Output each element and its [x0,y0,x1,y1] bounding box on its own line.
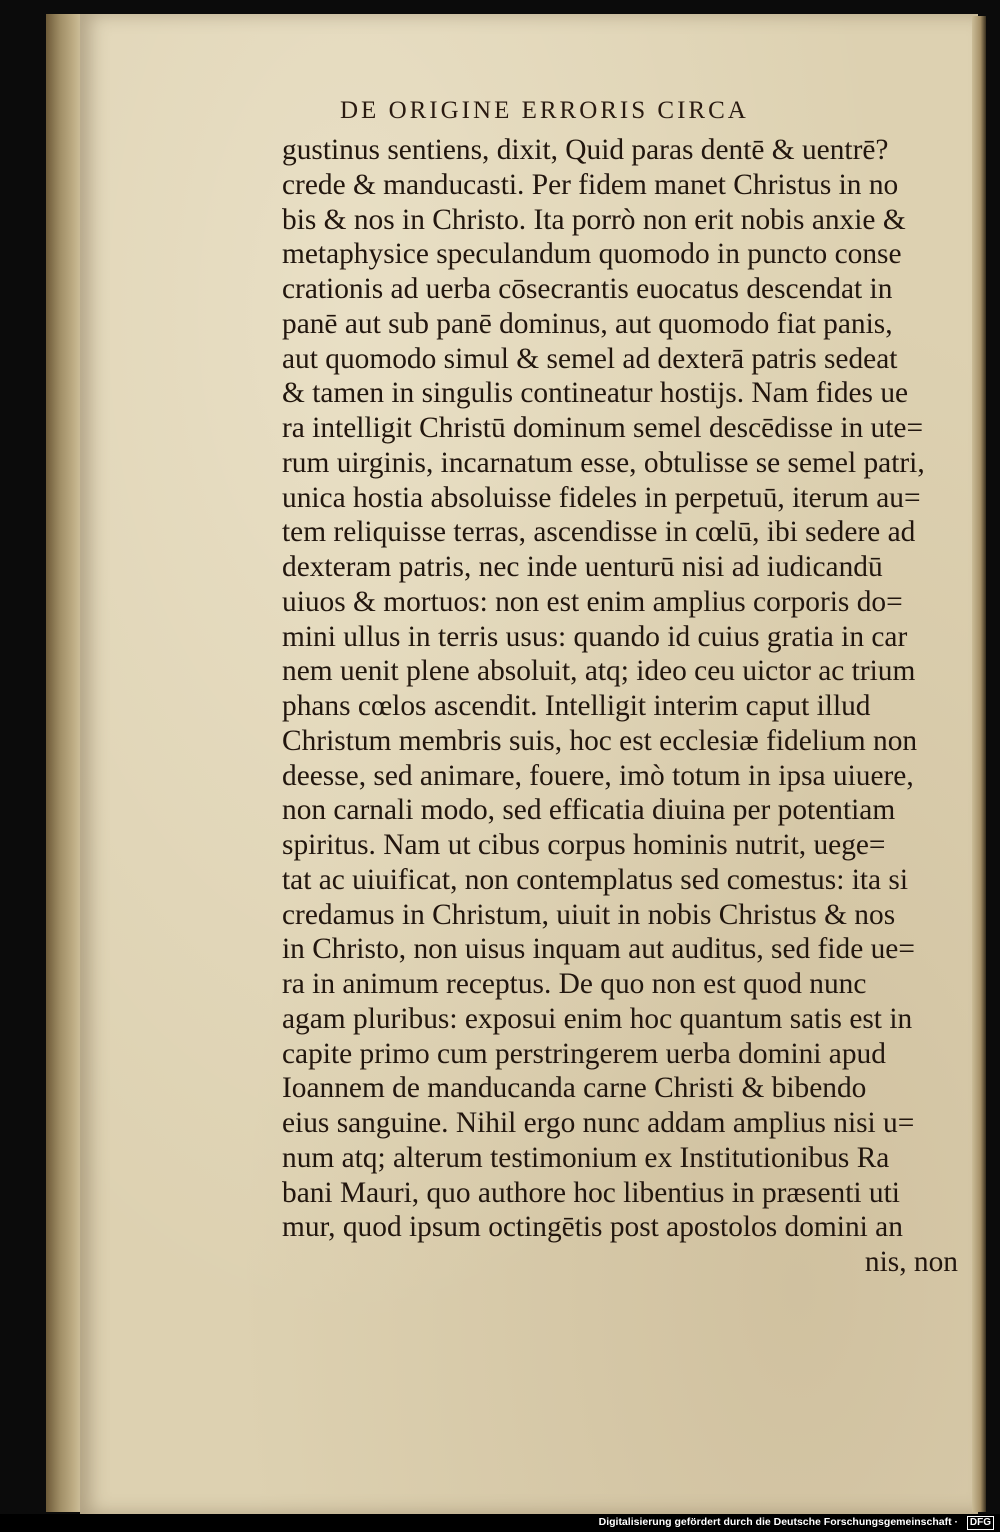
text-line: nem uenit plene absoluit, atq; ideo ceu uictor ac trium [282,655,916,688]
text-line: in Christo, non uisus inquam aut auditus, sed fide ue= [282,933,915,966]
text-line: Ioannem de manducanda carne Christi & bibendo [282,1072,867,1105]
text-line: dexteram patris, nec inde uenturū nisi ad iudicandū [282,551,883,583]
text-line: bani Mauri, quo authore hoc libentius in præsenti uti [282,1176,900,1209]
text-line: metaphysice speculandum quomodo in puncto conse [282,238,902,271]
text-line: gustinus sentiens, dixit, Quid paras dentē & uentrē? [282,134,889,166]
text-line: non carnali modo, sed efficatia diuina per potentiam [282,794,896,827]
text-line: panē aut sub panē dominus, aut quomodo fiat panis, [282,307,893,340]
funding-credit: Digitalisierung gefördert durch die Deutsche Forschungsgemeinschaft · [598,1516,958,1528]
text-line: rum uirginis, incarnatum esse, obtulisse se semel patri, [282,446,925,479]
body-text [282,133,982,1280]
text-line: unica hostia absoluisse fideles in perpetuū, iterum au= [282,481,921,514]
text-line: & tamen in singulis contineatur hostijs. Nam fides ue [282,377,909,410]
text-line: aut quomodo simul & semel ad dexterā patris sedeat [282,342,898,375]
text-line: eius sanguine. Nihil ergo nunc addam amplius nisi u= [282,1107,915,1139]
text-line: uiuos & mortuos: non est enim amplius corporis do= [282,585,903,618]
text-line: deesse, sed animare, fouere, imò totum in ipsa uiuere, [282,759,914,792]
catchword: nis, non [864,1246,958,1278]
text-line: mur, quod ipsum octingētis post apostolos domini an [282,1211,903,1244]
text-line: crede & manducasti. Per fidem manet Christus in no [282,168,899,201]
text-line: crationis ad uerba cōsecrantis euocatus descendat in [282,273,893,305]
text-line: num atq; alterum testimonium ex Institutionibus Ra [282,1141,890,1174]
dfg-logo: DFG [967,1516,994,1530]
text-line: spiritus. Nam ut cibus corpus hominis nutrit, uege= [282,829,886,861]
running-title: DE ORIGINE ERRORIS CIRCA [340,97,749,124]
text-line: bis & nos in Christo. Ita porrò non erit nobis anxie & [282,203,906,236]
text-line: credamus in Christum, uiuit in nobis Christus & nos [282,898,896,931]
text-line: tem reliquisse terras, ascendisse in cœlū, ibi sedere ad [282,516,916,549]
text-line: ra intelligit Christū dominum semel descēdisse in ute= [282,412,924,444]
text-line: ra in animum receptus. De quo non est quod nunc [282,968,867,1000]
text-line: mini ullus in terris usus: quando id cuius gratia in car [282,620,908,653]
text-line: Christum membris suis, hoc est ecclesiæ fidelium non [282,724,918,757]
text-line: phans cœlos ascendit. Intelligit interim caput illud [282,690,871,722]
text-line: agam pluribus: exposui enim hoc quantum satis est in [282,1002,913,1035]
text-line: tat ac uiuificat, non contemplatus sed comestus: ita si [282,863,909,896]
text-line: capite primo cum perstringerem uerba domini apud [282,1037,886,1070]
